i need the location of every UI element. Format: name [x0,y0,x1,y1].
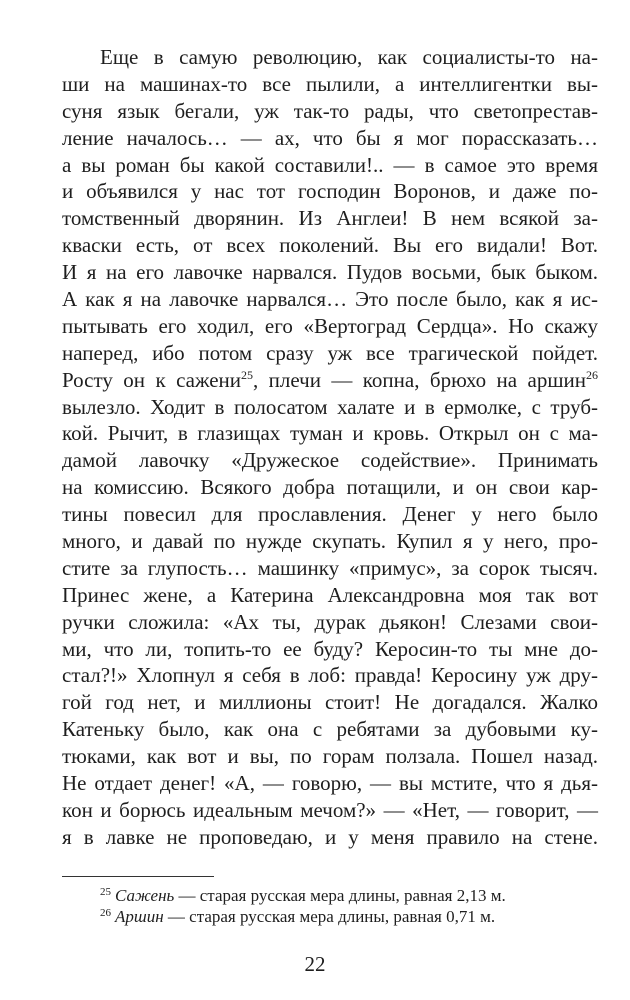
footnote-25 [100,885,580,906]
footnote-ref-26[interactable]: 26 [586,367,598,382]
text-line: ми, что ли, топить-то ее буду? Керосин-то ты мне до- [62,636,598,661]
text-line: кон и борюсь идеальным мечом?» — «Нет, — говорит, — [62,797,598,822]
footnote-term: Сажень [115,886,175,905]
body-paragraph [62,44,598,851]
text-line: ши на машинах-то все пылили, а интеллигентки вы- [62,71,598,96]
text-line: вылезло. Ходит в полосатом халате и в ермолке, с труб- [62,394,598,419]
text-line: Не отдает денег! «А, — говорю, — вы мстите, что я дья- [62,771,598,796]
text-line: а вы роман бы какой составили!.. — в самое это время [62,152,598,177]
text-line: и объявился у нас тот господин Воронов, и даже по- [62,179,598,204]
footnotes [100,885,580,927]
text-line: пытывать его ходил, его «Вертоград Сердца». Но скажу [62,313,598,338]
text-line: ручки сложила: «Ах ты, дурак дьякон! Слезами свои- [62,609,598,634]
text-line: кой. Рычит, в глазищах туман и кровь. Открыл он с ма- [62,421,598,446]
page-number: 22 [304,952,326,976]
footnote-number: 25 [100,886,111,898]
text-segment: , плечи — копна, брюхо на аршин [253,367,586,392]
text-line: кваски есть, от всех поколений. Вы его видали! Вот. [62,233,598,258]
footnote-number: 26 [100,907,111,919]
text-line: И я на его лавочке нарвался. Пудов восьми, бык быком. [62,260,598,285]
text-line: А как я на лавочке нарвался… Это после было, как я ис- [62,287,598,312]
footnote-text: — старая русская мера длины, равная 2,13 м. [174,886,506,905]
text-line: на комиссию. Всякого добра потащили, и он свои кар- [62,475,598,500]
text-line: я в лавке не проповедаю, и у меня правило на стене. [62,824,598,849]
text-line: ление началось… — ах, что бы я мог порассказать… [62,125,598,150]
text-line: Катеньку было, как она с ребятами за дубовыми ку- [62,717,598,742]
footnote-ref-25[interactable]: 25 [241,367,253,382]
text-line: гой год нет, и миллионы стоит! Не догадался. Жалко [62,690,598,715]
text-line: суня язык бегали, уж так-то рады, что светопрестав- [62,98,598,123]
text-line: Принес жене, а Катерина Александровна моя так вот [62,582,598,607]
text-line: Еще в самую революцию, как социалисты-то на- [100,45,598,69]
text-line: наперед, ибо потом сразу уж все трагической пойдет. [62,340,598,365]
footnote-separator [62,876,214,877]
text-line: дамой лавочку «Дружеское содействие». Принимать [62,448,598,473]
text-line: тюками, как вот и вы, по горам ползала. Пошел назад. [62,744,598,769]
text-line: томственный дворянин. Из Англеи! В нем всякой за- [62,206,598,231]
footnote-text: — старая русская мера длины, равная 0,71 м. [163,907,496,926]
text-line: стал?!» Хлопнул я себя в лоб: правда! Керосину уж дру- [62,663,598,688]
text-line: стите за глупость… машинку «примус», за сорок тысяч. [62,555,598,580]
text-line: тины повесил для прославления. Денег у него было [62,502,598,527]
text-line: много, и давай по нужде скупать. Купил я у него, про- [62,529,598,554]
text-segment: Росту он к сажени [62,367,241,392]
footnote-26 [100,906,580,927]
text-line-with-footnote-refs [62,367,598,394]
footnote-term: Аршин [115,907,164,926]
